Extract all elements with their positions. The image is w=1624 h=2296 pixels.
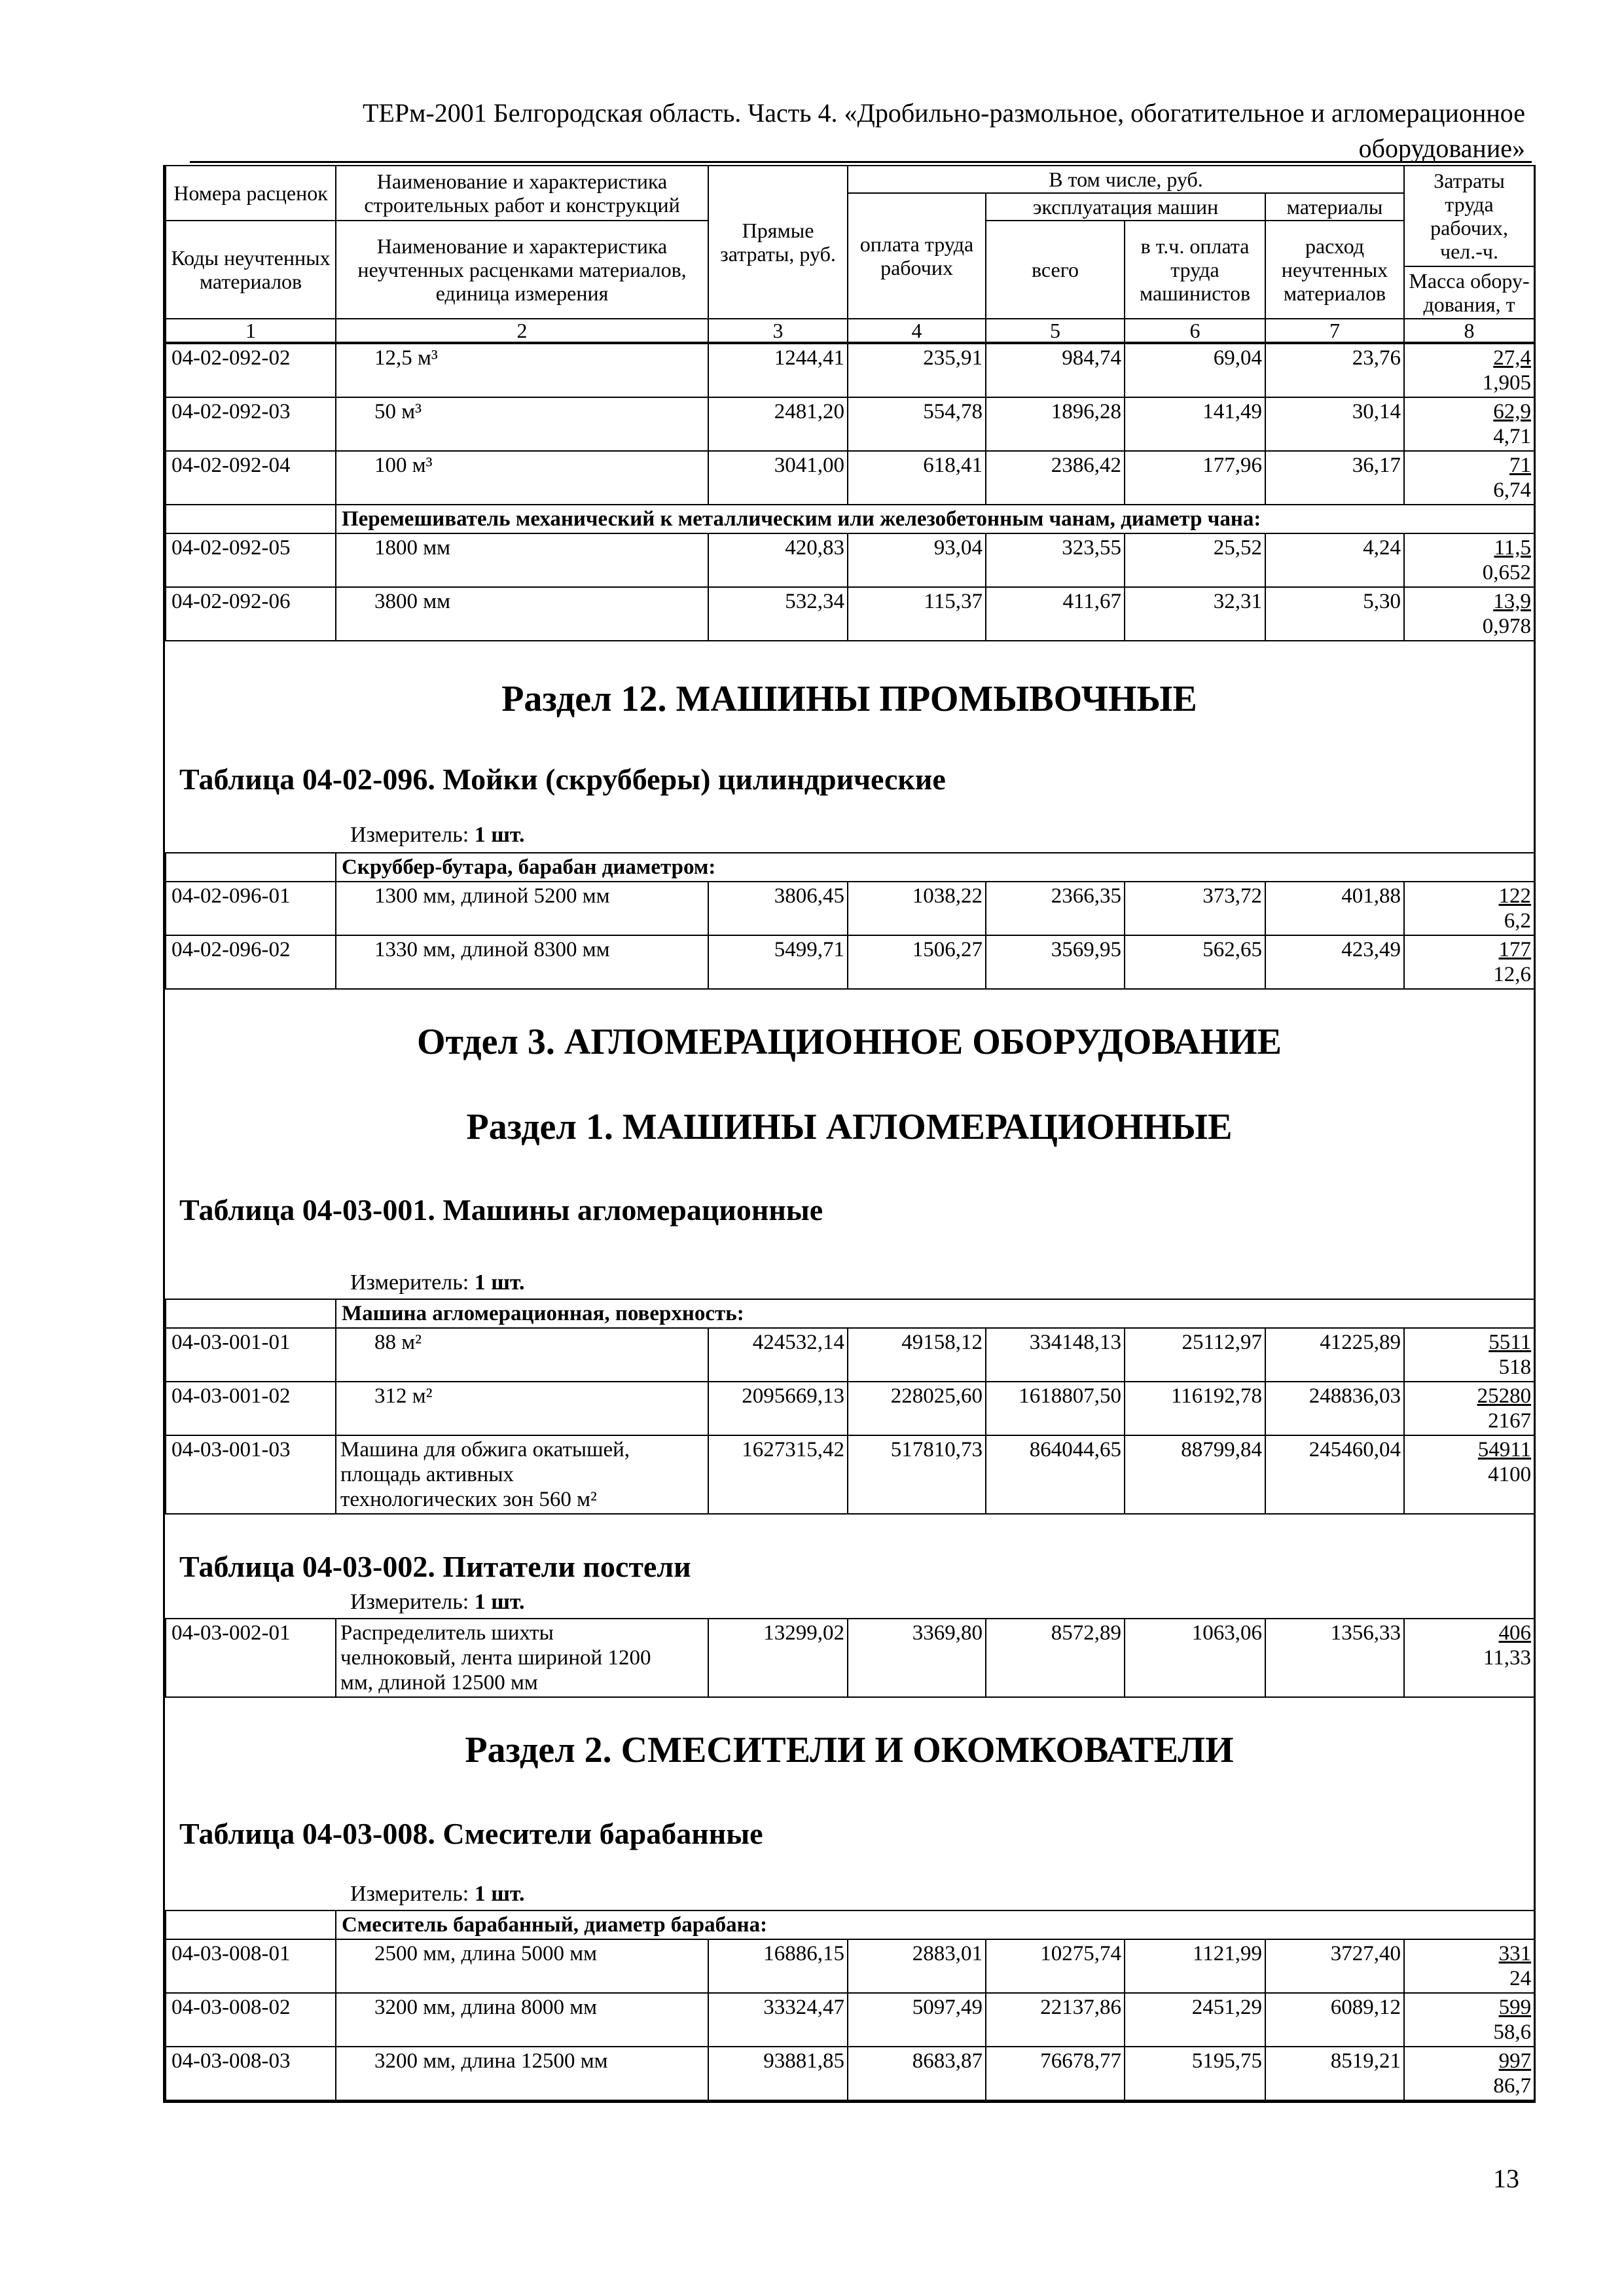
labor-pay: 554,78 (848, 397, 986, 451)
machine-total: 3569,95 (986, 935, 1125, 989)
rate-name-line: Распределитель шихты (340, 1621, 554, 1645)
group-caption: Перемешиватель механический к металлическим или железобетонным чанам, диаметр чана: (336, 505, 1534, 533)
direct-cost: 13299,02 (708, 1619, 848, 1697)
table-008 (165, 1910, 1535, 2101)
labor-mass (1404, 344, 1534, 397)
col8-header-b: Масса обору-дования, т (1404, 266, 1534, 319)
direct-cost: 420,83 (708, 533, 848, 587)
equipment-mass: 12,6 (1493, 963, 1532, 986)
direct-cost: 2095669,13 (708, 1382, 848, 1435)
labor-hours: 54911 (1477, 1438, 1532, 1462)
operator-pay: 177,96 (1125, 451, 1265, 505)
table-row (166, 1435, 1534, 1514)
section-title: Раздел 2. СМЕСИТЕЛИ И ОКОМКОВАТЕЛИ (465, 1730, 1234, 1770)
operator-pay: 116192,78 (1125, 1382, 1265, 1435)
group-caption: Скруббер-бутара, барабан диаметром: (336, 853, 1534, 882)
header-line-2: оборудование» (1358, 134, 1525, 163)
table-001 (165, 1299, 1535, 1515)
machine-total: 984,74 (986, 344, 1125, 397)
machine-total: 10275,74 (986, 1939, 1125, 1993)
col3-header: Прямые затраты, руб. (708, 166, 848, 319)
section-title: Раздел 12. МАШИНЫ ПРОМЫВОЧНЫЕ (501, 679, 1197, 719)
rate-name: 50 м³ (336, 397, 708, 451)
equipment-mass: 24 (1509, 1967, 1532, 1990)
labor-pay: 8683,87 (848, 2047, 986, 2100)
labor-hours: 5511 (1489, 1331, 1532, 1354)
equipment-mass: 6,74 (1493, 478, 1531, 502)
rate-name (336, 1435, 708, 1514)
col6-header: в т.ч. оплата труда машинистов (1125, 221, 1265, 319)
measure-label: Измеритель: (350, 823, 469, 847)
machine-total: 334148,13 (986, 1328, 1125, 1382)
mat-header: материалы (1265, 193, 1404, 221)
table-title: Таблица 04-03-002. Питатели постели (179, 1550, 691, 1583)
col8-header-a: Затраты труда рабочих, чел.-ч. (1404, 166, 1534, 266)
labor-hours: 11,5 (1494, 536, 1531, 560)
table-002 (165, 1618, 1535, 1698)
machine-total: 2366,35 (986, 882, 1125, 935)
rate-code: 04-03-008-01 (166, 1939, 336, 1993)
table-row (166, 1382, 1534, 1435)
table-row (166, 587, 1534, 641)
labor-hours: 71 (1509, 454, 1531, 477)
colnum-1: 1 (166, 319, 336, 342)
col1-header-b: Коды неучтенных материалов (166, 221, 336, 319)
table-row (166, 344, 1534, 397)
rate-name: 1800 мм (336, 533, 708, 587)
table-096 (165, 852, 1535, 990)
labor-mass (1404, 1328, 1534, 1382)
table-row (166, 1993, 1534, 2047)
direct-cost: 93881,85 (708, 2047, 848, 2100)
page-header (164, 96, 1525, 166)
labor-pay: 228025,60 (848, 1382, 986, 1435)
table-row (166, 882, 1534, 935)
direct-cost: 3041,00 (708, 451, 848, 505)
group-row (166, 853, 1534, 882)
rate-code: 04-02-096-02 (166, 935, 336, 989)
equipment-mass: 1,905 (1482, 371, 1531, 395)
labor-hours: 13,9 (1493, 590, 1531, 613)
materials: 423,49 (1265, 935, 1404, 989)
operator-pay: 25112,97 (1125, 1328, 1265, 1382)
rate-name-line: площадь активных (340, 1463, 514, 1486)
direct-cost: 1627315,42 (708, 1435, 848, 1514)
labor-mass (1404, 451, 1534, 505)
measure-value: 1 шт. (474, 1270, 525, 1295)
measure-line (165, 1268, 1534, 1299)
labor-mass (1404, 533, 1534, 587)
section-12-block (165, 641, 1534, 821)
materials: 30,14 (1265, 397, 1404, 451)
measure-label: Измеритель: (350, 1882, 469, 1906)
rate-code: 04-02-092-05 (166, 533, 336, 587)
rate-code: 04-03-008-03 (166, 2047, 336, 2100)
table-row (166, 1619, 1534, 1697)
labor-hours: 122 (1498, 884, 1532, 908)
labor-mass (1404, 1619, 1534, 1697)
rate-code: 04-03-002-01 (166, 1619, 336, 1697)
measure-value: 1 шт. (474, 1590, 525, 1614)
col7-header: расход неучтенных материалов (1265, 221, 1404, 319)
labor-pay: 93,04 (848, 533, 986, 587)
labor-hours: 177 (1498, 938, 1532, 961)
labor-pay: 49158,12 (848, 1328, 986, 1382)
table-title: Таблица 04-02-096. Мойки (скрубберы) цилиндрические (179, 762, 946, 796)
colnum-6: 6 (1125, 319, 1265, 342)
equipment-mass: 6,2 (1504, 909, 1532, 933)
equipment-mass: 4,71 (1493, 425, 1531, 448)
colnum-7: 7 (1265, 319, 1404, 342)
colnum-3: 3 (708, 319, 848, 342)
labor-pay: 235,91 (848, 344, 986, 397)
materials: 41225,89 (1265, 1328, 1404, 1382)
incl-header: В том числе, руб. (848, 166, 1404, 193)
direct-cost: 33324,47 (708, 1993, 848, 2047)
direct-cost: 2481,20 (708, 397, 848, 451)
labor-hours: 331 (1498, 1942, 1532, 1965)
table-title: Таблица 04-03-008. Смесители барабанные (179, 1817, 763, 1850)
direct-cost: 5499,71 (708, 935, 848, 989)
col4-header: оплата труда рабочих (848, 193, 986, 319)
machine-total: 2386,42 (986, 451, 1125, 505)
machine-total: 864044,65 (986, 1435, 1125, 1514)
operator-pay: 1063,06 (1125, 1619, 1265, 1697)
materials: 5,30 (1265, 587, 1404, 641)
materials: 8519,21 (1265, 2047, 1404, 2100)
direct-cost: 424532,14 (708, 1328, 848, 1382)
rate-code: 04-03-001-03 (166, 1435, 336, 1514)
section-title: Раздел 1. МАШИНЫ АГЛОМЕРАЦИОННЫЕ (466, 1107, 1233, 1147)
operator-pay: 1121,99 (1125, 1939, 1265, 1993)
labor-pay: 115,37 (848, 587, 986, 641)
equipment-mass: 4100 (1488, 1463, 1532, 1486)
table-row (166, 2047, 1534, 2100)
col2-header-b: Наименование и характеристика неучтенных расценками материалов, единица измерения (336, 221, 708, 319)
equipment-mass: 0,652 (1482, 561, 1531, 584)
table-row (166, 1939, 1534, 1993)
rate-name: 12,5 м³ (336, 344, 708, 397)
labor-mass (1404, 1382, 1534, 1435)
table-row (166, 451, 1534, 505)
equipment-mass: 0,978 (1482, 615, 1531, 638)
machine-total: 1896,28 (986, 397, 1125, 451)
measure-line (165, 1880, 1534, 1910)
colnum-4: 4 (848, 319, 986, 342)
header-rule (190, 161, 1532, 163)
labor-mass (1404, 587, 1534, 641)
rate-name: 312 м² (336, 1382, 708, 1435)
labor-pay: 5097,49 (848, 1993, 986, 2047)
rate-code: 04-02-092-03 (166, 397, 336, 451)
labor-hours: 997 (1498, 2049, 1532, 2073)
equipment-mass: 518 (1498, 1355, 1532, 1379)
col2-header-a: Наименование и характеристика строительных работ и конструкций (336, 166, 708, 221)
measure-value: 1 шт. (474, 1882, 525, 1906)
rate-code: 04-03-001-01 (166, 1328, 336, 1382)
rate-name: 3200 мм, длина 8000 мм (336, 1993, 708, 2047)
rate-name-line: мм, длиной 12500 мм (340, 1671, 538, 1695)
materials: 4,24 (1265, 533, 1404, 587)
materials: 3727,40 (1265, 1939, 1404, 1993)
rate-name-line: Машина для обжига окатышей, (340, 1438, 630, 1462)
labor-mass (1404, 935, 1534, 989)
group-caption: Смеситель барабанный, диаметр барабана: (336, 1910, 1534, 1939)
machine-total: 8572,89 (986, 1619, 1125, 1697)
page-number: 13 (1493, 2164, 1519, 2193)
rate-code: 04-02-096-01 (166, 882, 336, 935)
labor-mass (1404, 1993, 1534, 2047)
table-002-heading (165, 1515, 1534, 1588)
operator-pay: 562,65 (1125, 935, 1265, 989)
rate-name: 3200 мм, длина 12500 мм (336, 2047, 708, 2100)
materials: 245460,04 (1265, 1435, 1404, 1514)
labor-mass (1404, 1939, 1534, 1993)
rate-name-line: технологических зон 560 м² (340, 1488, 597, 1511)
direct-cost: 16886,15 (708, 1939, 848, 1993)
operator-pay: 88799,84 (1125, 1435, 1265, 1514)
labor-pay: 517810,73 (848, 1435, 986, 1514)
operator-pay: 373,72 (1125, 882, 1265, 935)
rate-code: 04-02-092-04 (166, 451, 336, 505)
col1-header-a: Номера расценок (166, 166, 336, 221)
rate-name: 1300 мм, длиной 5200 мм (336, 882, 708, 935)
measure-value: 1 шт. (474, 823, 525, 847)
rate-code: 04-02-092-06 (166, 587, 336, 641)
materials: 36,17 (1265, 451, 1404, 505)
machine-total: 22137,86 (986, 1993, 1125, 2047)
labor-hours: 27,4 (1493, 346, 1531, 370)
rate-code: 04-02-092-02 (166, 344, 336, 397)
direct-cost: 532,34 (708, 587, 848, 641)
direct-cost: 1244,41 (708, 344, 848, 397)
rate-name (336, 1619, 708, 1697)
labor-hours: 62,9 (1493, 400, 1531, 423)
table-row (166, 397, 1534, 451)
labor-hours: 406 (1498, 1621, 1531, 1645)
table-row (166, 935, 1534, 989)
group-caption: Машина агломерационная, поверхность: (336, 1299, 1534, 1328)
table-092 (165, 343, 1535, 641)
group-row (166, 1910, 1534, 1939)
rate-name-line: челноковый, лента шириной 1200 (340, 1646, 651, 1670)
labor-mass (1404, 882, 1534, 935)
labor-pay: 618,41 (848, 451, 986, 505)
labor-hours: 25280 (1477, 1384, 1532, 1408)
group-row (166, 505, 1534, 533)
machine-total: 1618807,50 (986, 1382, 1125, 1435)
labor-pay: 1038,22 (848, 882, 986, 935)
dept-3-block (165, 990, 1534, 1268)
measure-label: Измеритель: (350, 1270, 469, 1295)
materials: 23,76 (1265, 344, 1404, 397)
materials: 1356,33 (1265, 1619, 1404, 1697)
materials: 6089,12 (1265, 1993, 1404, 2047)
header-line-1: ТЕРм-2001 Белгородская область. Часть 4. «Дробильно-размольное, обогатительное и агломерационное (362, 98, 1525, 128)
rate-code: 04-03-001-02 (166, 1382, 336, 1435)
materials: 248836,03 (1265, 1382, 1404, 1435)
operator-pay: 32,31 (1125, 587, 1265, 641)
colnum-8: 8 (1404, 319, 1534, 342)
colnum-2: 2 (336, 319, 708, 342)
equipment-mass: 11,33 (1483, 1646, 1531, 1670)
labor-pay: 2883,01 (848, 1939, 986, 1993)
machine-total: 323,55 (986, 533, 1125, 587)
operator-pay: 2451,29 (1125, 1993, 1265, 2047)
table-row (166, 1328, 1534, 1382)
rate-name: 3800 мм (336, 587, 708, 641)
section-2-block (165, 1698, 1534, 1880)
labor-pay: 3369,80 (848, 1619, 986, 1697)
exp-header: эксплуатация машин (986, 193, 1265, 221)
col5-header: всего (986, 221, 1125, 319)
materials: 401,88 (1265, 882, 1404, 935)
operator-pay: 25,52 (1125, 533, 1265, 587)
labor-mass (1404, 2047, 1534, 2100)
labor-hours: 599 (1498, 1996, 1532, 2019)
labor-pay: 1506,27 (848, 935, 986, 989)
machine-total: 76678,77 (986, 2047, 1125, 2100)
machine-total: 411,67 (986, 587, 1125, 641)
rate-name: 88 м² (336, 1328, 708, 1382)
operator-pay: 141,49 (1125, 397, 1265, 451)
group-row (166, 1299, 1534, 1328)
table-title: Таблица 04-03-001. Машины агломерационные (179, 1193, 823, 1227)
measure-line (165, 821, 1534, 852)
rate-code: 04-03-008-02 (166, 1993, 336, 2047)
equipment-mass: 2167 (1488, 1409, 1532, 1433)
operator-pay: 69,04 (1125, 344, 1265, 397)
department-title: Отдел 3. АГЛОМЕРАЦИОННОЕ ОБОРУДОВАНИЕ (416, 1022, 1282, 1062)
measure-label: Измеритель: (350, 1590, 469, 1614)
column-header (165, 165, 1535, 343)
rate-name: 2500 мм, длина 5000 мм (336, 1939, 708, 1993)
rate-name: 1330 мм, длиной 8300 мм (336, 935, 708, 989)
table-row (166, 533, 1534, 587)
labor-mass (1404, 397, 1534, 451)
equipment-mass: 86,7 (1493, 2074, 1532, 2098)
document-body (163, 165, 1536, 2103)
colnum-5: 5 (986, 319, 1125, 342)
measure-line (165, 1588, 1534, 1618)
direct-cost: 3806,45 (708, 882, 848, 935)
rate-name: 100 м³ (336, 451, 708, 505)
operator-pay: 5195,75 (1125, 2047, 1265, 2100)
labor-mass (1404, 1435, 1534, 1514)
equipment-mass: 58,6 (1493, 2020, 1532, 2044)
